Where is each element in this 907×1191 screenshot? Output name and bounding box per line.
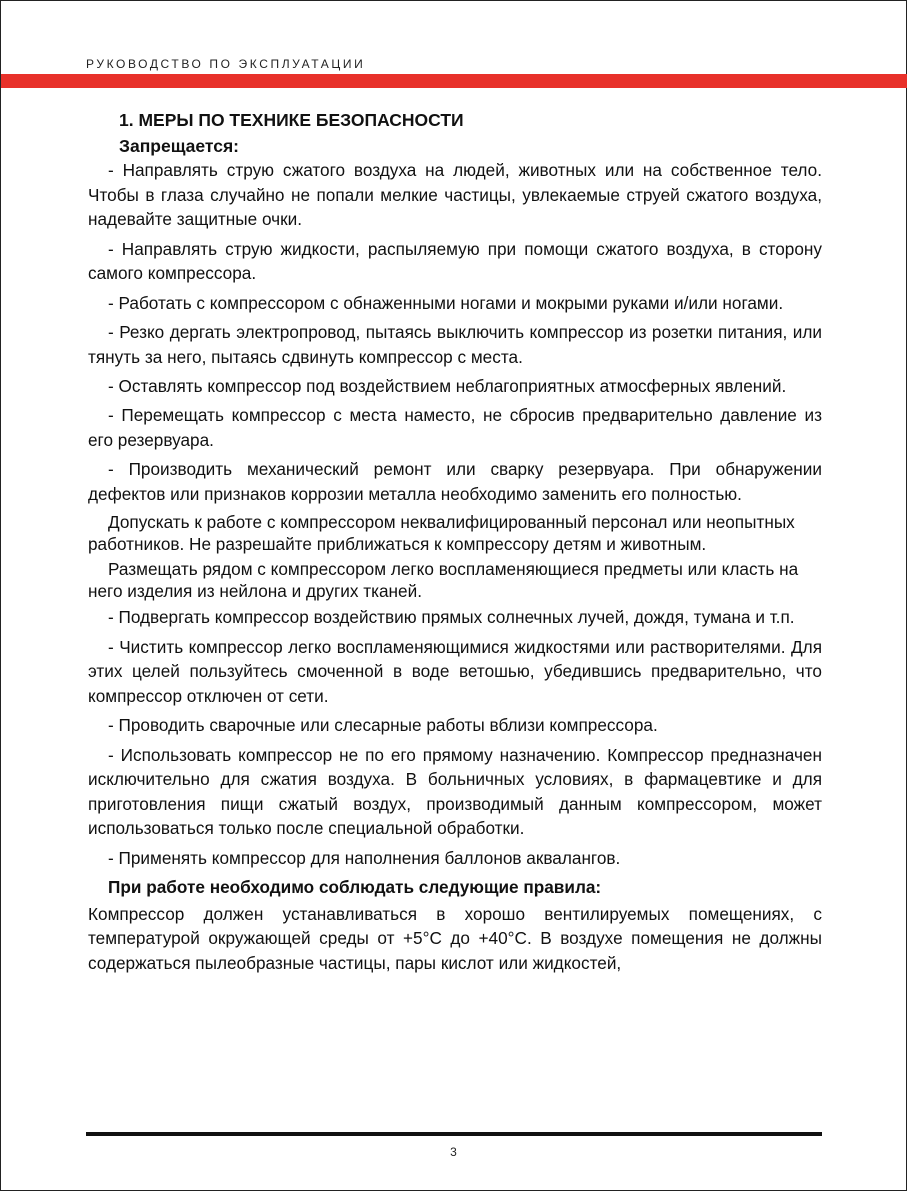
unskilled-staff-item: Допускать к работе с компрессором неквалифицированный персонал или неопытных работников. Не разрешайте приближаться к компрессору детям и животным. xyxy=(88,512,795,555)
prohibited-item: - Перемещать компрессор с места наместо, не сбросив предварительно давление из его резервуара. xyxy=(88,405,822,450)
prohibited-item: - Резко дергать электропровод, пытаясь выключить компрессор из розетки питания, или тянуть за него, пытаясь сдвинуть компрессор с места. xyxy=(88,321,822,367)
prohibited-item: - Оставлять компрессор под воздействием неблагоприятных атмосферных явлений. xyxy=(108,375,787,396)
prohibited-item: - Производить механический ремонт или сварку резервуара. При обнаружении дефектов или признаков коррозии металла необходимо заменить его полностью. xyxy=(88,459,822,504)
section-title: 1. МЕРЫ ПО ТЕХНИКЕ БЕЗОПАСНОСТИ xyxy=(119,110,464,130)
rules-text: Компрессор должен устанавливаться в хорошо вентилируемых помещениях, с температурой окружающей среды от +5°С до +40°С. В воздухе помещения не должны содержаться пылеобразные частицы, пары кислот или жидкостей, xyxy=(88,903,822,973)
prohibited-item: - Направлять струю сжатого воздуха на людей, животных или на собственное тело. Чтобы в глаза случайно не попали мелкие частицы, увлекаемые струей сжатого воздуха, надевайте защитные очки. xyxy=(88,160,822,230)
page-number: 3 xyxy=(450,1145,457,1159)
prohibited-item: - Работать с компрессором с обнаженными ногами и мокрыми руками и/или ногами. xyxy=(108,292,784,313)
running-header: РУКОВОДСТВО ПО ЭКСПЛУАТАЦИИ xyxy=(86,57,366,71)
flammables-item: Размещать рядом с компрессором легко воспламеняющиеся предметы или класть на него изделия из нейлона и других тканей. xyxy=(88,559,799,602)
prohibited-item: - Подвергать компрессор воздействию прямых солнечных лучей, дождя, тумана и т.п. xyxy=(108,607,795,628)
prohibited-item: - Чистить компрессор легко воспламеняющимися жидкостями или растворителями. Для этих целей пользуйтесь смоченной в воде ветошью, убедившись предварительно, что компрессор отключен от сети. xyxy=(88,636,822,706)
footer-rule xyxy=(86,1132,822,1136)
page-content xyxy=(88,108,822,976)
header-red-band xyxy=(1,74,907,88)
prohibited-item: - Использовать компрессор не по его прямому назначению. Компрессор предназначен исключительно для сжатия воздуха. В больничных условиях, в фармацевтике и для приготовления пищи сжатый воздух, производимый данным компрессором, может использоваться только после специальной обработки. xyxy=(88,744,822,839)
prohibited-label: Запрещается: xyxy=(119,136,240,156)
prohibited-item: - Применять компрессор для наполнения баллонов аквалангов. xyxy=(108,847,621,868)
prohibited-item: - Проводить сварочные или слесарные работы вблизи компрессора. xyxy=(108,715,658,736)
prohibited-item: - Направлять струю жидкости, распыляемую при помощи сжатого воздуха, в сторону самого компрессора. xyxy=(88,238,822,284)
rules-label: При работе необходимо соблюдать следующие правила: xyxy=(108,877,602,898)
